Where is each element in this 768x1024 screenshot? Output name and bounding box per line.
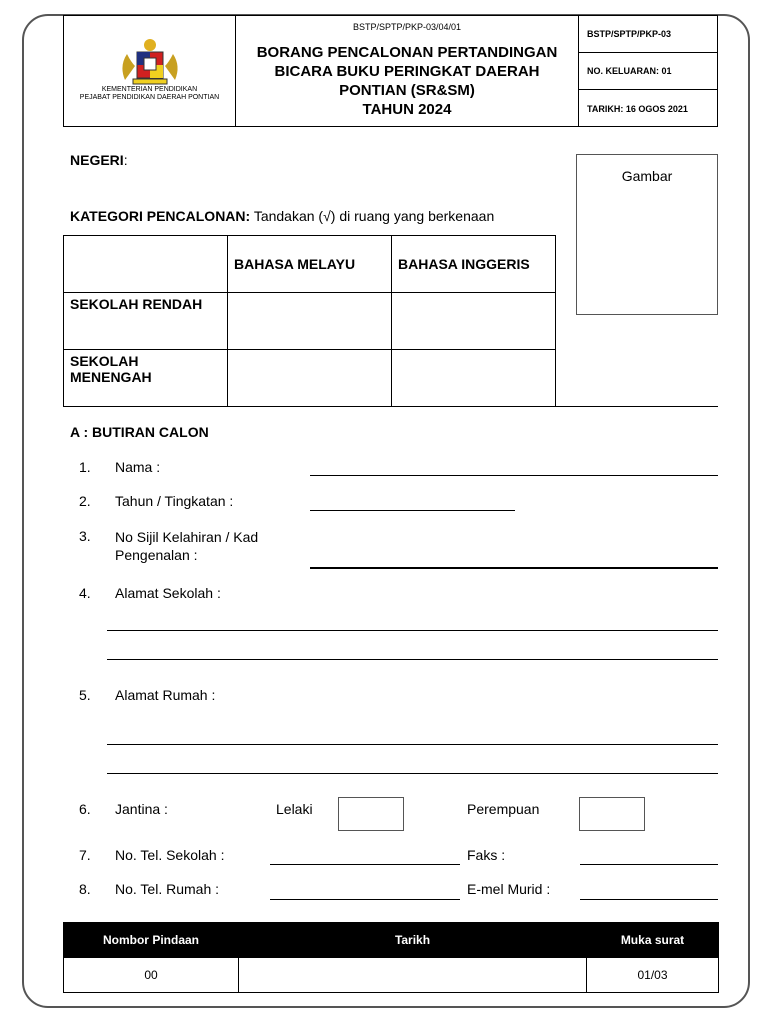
cell-nombor-pindaan: 00 — [64, 958, 239, 993]
perempuan-checkbox[interactable] — [579, 797, 645, 831]
row-sekolah-menengah: SEKOLAH MENENGAH — [64, 350, 228, 407]
coat-of-arms-icon — [115, 36, 185, 88]
header-title-cell — [236, 15, 578, 127]
row-sekolah-rendah: SEKOLAH RENDAH — [64, 293, 228, 350]
col-bahasa-inggeris: BAHASA INGGERIS — [392, 236, 556, 293]
jantina-label: Jantina : — [115, 801, 168, 817]
faks-label: Faks : — [467, 847, 506, 863]
kategori-instruction: Tandakan (√) di ruang yang berkenaan — [253, 208, 495, 224]
tel-sekolah-label: No. Tel. Sekolah : — [115, 847, 225, 863]
nama-label: Nama : — [115, 459, 161, 475]
ministry-name: KEMENTERIAN PENDIDIKAN — [101, 86, 198, 93]
alamat-sekolah-line-2[interactable] — [107, 659, 718, 660]
tel-rumah-label: No. Tel. Rumah : — [115, 881, 220, 897]
header-meta-cell — [578, 15, 718, 127]
item-number: 4. — [79, 585, 91, 601]
item-number: 8. — [79, 881, 91, 897]
tel-rumah-input-line[interactable] — [270, 899, 460, 900]
form-title: BORANG PENCALONAN PERTANDINGAN BICARA BUKU PERINGKAT DAERAH PONTIAN (SR&SM) TAHUN 2024 — [256, 44, 558, 118]
check-cell-sr-bm[interactable] — [228, 293, 392, 350]
faks-input-line[interactable] — [580, 864, 718, 865]
doc-code: BSTP/SPTP/PKP-03 — [579, 16, 717, 53]
header-tarikh: Tarikh — [239, 923, 587, 958]
nama-input-line[interactable] — [310, 475, 718, 476]
item-number: 7. — [79, 847, 91, 863]
tahun-input-line[interactable] — [310, 510, 515, 511]
cell-muka-surat: 01/03 — [587, 958, 719, 993]
item-number: 3. — [79, 528, 91, 544]
ic-label: No Sijil Kelahiran / Kad Pengenalan : — [115, 529, 259, 563]
issue-number: NO. KELUARAN: 01 — [579, 53, 717, 90]
ic-input-line[interactable] — [310, 567, 718, 569]
photo-label: Gambar — [621, 168, 673, 184]
check-cell-sr-bi[interactable] — [392, 293, 556, 350]
lelaki-label: Lelaki — [276, 801, 313, 817]
table-extension-line — [555, 406, 718, 407]
item-number: 6. — [79, 801, 91, 817]
header-nombor-pindaan: Nombor Pindaan — [64, 923, 239, 958]
tahun-label: Tahun / Tingkatan : — [115, 493, 234, 509]
perempuan-label: Perempuan — [467, 801, 540, 817]
doc-date: TARIKH: 16 OGOS 2021 — [587, 103, 688, 114]
check-cell-sm-bi[interactable] — [392, 350, 556, 407]
alamat-rumah-line-1[interactable] — [107, 744, 718, 745]
lelaki-checkbox[interactable] — [338, 797, 404, 831]
col-bahasa-melayu: BAHASA MELAYU — [228, 236, 392, 293]
header-logo-cell — [63, 15, 236, 127]
photo-box[interactable] — [576, 154, 718, 315]
email-input-line[interactable] — [580, 899, 718, 900]
amendment-table — [63, 922, 719, 993]
header-muka-surat: Muka surat — [587, 923, 719, 958]
kategori-label: KATEGORI PENCALONAN: — [70, 208, 251, 224]
email-label: E-mel Murid : — [467, 881, 551, 897]
negeri-field: NEGERI: — [70, 152, 128, 168]
item-number: 5. — [79, 687, 91, 703]
category-table — [63, 235, 556, 407]
tel-sekolah-input-line[interactable] — [270, 864, 460, 865]
check-cell-sm-bm[interactable] — [228, 350, 392, 407]
alamat-rumah-line-2[interactable] — [107, 773, 718, 774]
alamat-sekolah-label: Alamat Sekolah : — [115, 585, 221, 601]
alamat-sekolah-line-1[interactable] — [107, 630, 718, 631]
alamat-rumah-label: Alamat Rumah : — [115, 687, 216, 703]
item-number: 1. — [79, 459, 91, 475]
cell-tarikh — [239, 958, 587, 993]
form-code-top: BSTP/SPTP/PKP-03/04/01 — [352, 22, 462, 32]
office-name: PEJABAT PENDIDIKAN DAERAH PONTIAN — [79, 94, 220, 101]
item-number: 2. — [79, 493, 91, 509]
section-a-title: A : BUTIRAN CALON — [70, 424, 209, 440]
kategori-heading — [70, 208, 494, 224]
